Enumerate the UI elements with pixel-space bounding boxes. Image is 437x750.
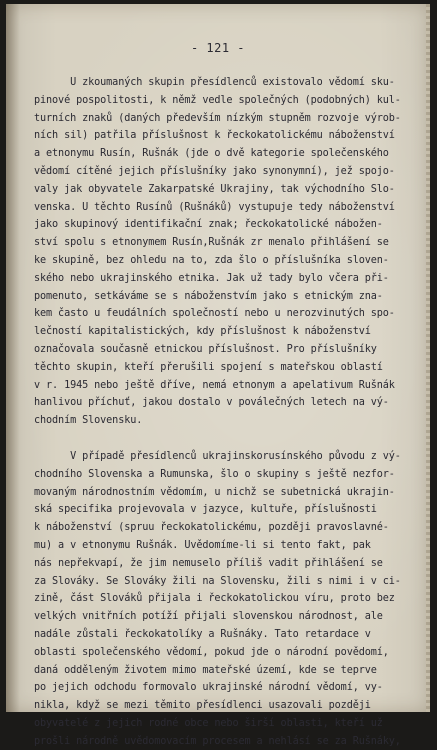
- text-line: nadále zůstali řeckokatolíky a Rušnáky. Tato retardace v: [34, 628, 371, 640]
- text-line: pomenuto, setkáváme se s náboženstvím jako s etnickým zna-: [34, 290, 383, 302]
- text-line: po jejich odchodu formovalo ukrajinské národní vědomí, vy-: [34, 682, 383, 694]
- text-line: nás nepřekvapí, že jim nemuselo příliš vadit přihlášení se: [34, 557, 383, 569]
- text-line: valy jak obyvatele Zakarpatské Ukrajiny, tak východního Slo-: [34, 183, 395, 195]
- text-line: označovala současně etnickou příslušnost. Pro příslušníky: [34, 343, 377, 355]
- text-line: za Slováky. Se Slováky žili na Slovensku, žili s nimi i v ci-: [34, 575, 401, 587]
- text-line: chodním Slovensku.: [34, 415, 143, 427]
- text-line: ského nebo ukrajinského etnika. Jak už tady bylo včera při-: [34, 272, 389, 284]
- text-line: velkých vnitřních potíží přijali slovenskou národnost, ale: [34, 611, 383, 623]
- text-line: pinové pospolitosti, k němž vedle společných (podobných) kul-: [34, 94, 401, 106]
- text-line: v r. 1945 nebo ještě dříve, nemá etnonym a apelativum Rušnák: [34, 379, 395, 391]
- text-line: chodního Slovenska a Rumunska, šlo o skupiny s ještě nezfor-: [34, 468, 395, 480]
- page-edge-scale: [426, 4, 430, 712]
- paragraph: [34, 74, 418, 430]
- text-line: oblasti společenského vědomí, pokud jde o národní povědomí,: [34, 646, 389, 658]
- text-line: daná odděleným životem mimo mateřské území, kde se teprve: [34, 664, 377, 676]
- binding-shadow: [6, 4, 20, 712]
- text-line: U zkoumaných skupin přesídlenců existovalo vědomí sku-: [34, 77, 395, 88]
- document-page: [6, 4, 430, 747]
- text-line: ství spolu s etnonymem Rusín,Rušnák zr menalo přihlášení se: [34, 237, 389, 249]
- text-line: jako skupinový identifikační znak; řeckokatolické nábožen-: [34, 219, 383, 231]
- text-line: V případě přesídlenců ukrajinskorusínského původu z vý-: [34, 450, 401, 462]
- text-line: ská specifika projevovala v jazyce, kultuře, příslušnosti: [34, 504, 377, 516]
- text-line: nikla, když se mezi těmito přesídlenci usazovali později: [34, 700, 371, 712]
- text-line: prošli národně uvědomovacím procesem a nehlásí se za Rušnáky,: [34, 735, 401, 747]
- text-line: ke skupině, bez ohledu na to, zda šlo o příslušníka sloven-: [34, 254, 389, 266]
- text-line: kem často u feudálních společností nebo u nerozvinutých spo-: [34, 308, 395, 320]
- text-line: obyvatelé z jejich rodné obce nebo širší oblasti, kteří už: [34, 717, 383, 729]
- text-line: hanlivou příchuť, jakou dostalo v poválečných letech na vý-: [34, 397, 389, 409]
- page-number: - 121 -: [190, 41, 246, 55]
- text-line: a etnonymu Rusín, Rušnák (jde o dvě kategorie společenského: [34, 148, 389, 160]
- text-line: zině, část Slováků přijala i řeckokatolickou víru, proto bez: [34, 593, 395, 605]
- body-text: [34, 74, 418, 750]
- text-line: lečností kapitalistických, kdy příslušnost k náboženství: [34, 326, 371, 338]
- text-line: turních znaků (daných především nízkým stupněm rozvoje výrob-: [34, 112, 401, 124]
- text-line: movaným národnostním vědomím, u nichž se subetnická ukrajin-: [34, 486, 395, 498]
- text-line: vědomí cítěné jejich příslušníky jako synonymní), jež spojo-: [34, 165, 395, 177]
- text-line: mu) a v etnonymu Rušnák. Uvědomíme-li si tento fakt, pak: [34, 539, 371, 551]
- text-line: ních sil) patřila příslušnost k řeckokatolickému náboženství: [34, 130, 395, 142]
- text-line: těchto skupin, kteří přerušili spojení s mateřskou oblastí: [34, 361, 383, 373]
- paragraph: [34, 448, 418, 750]
- text-line: k náboženství (spruu řeckokatolickému, později pravoslavné-: [34, 522, 389, 534]
- text-line: venska. U těchto Rusínů (Rušnáků) vystupuje tedy náboženství: [34, 201, 395, 213]
